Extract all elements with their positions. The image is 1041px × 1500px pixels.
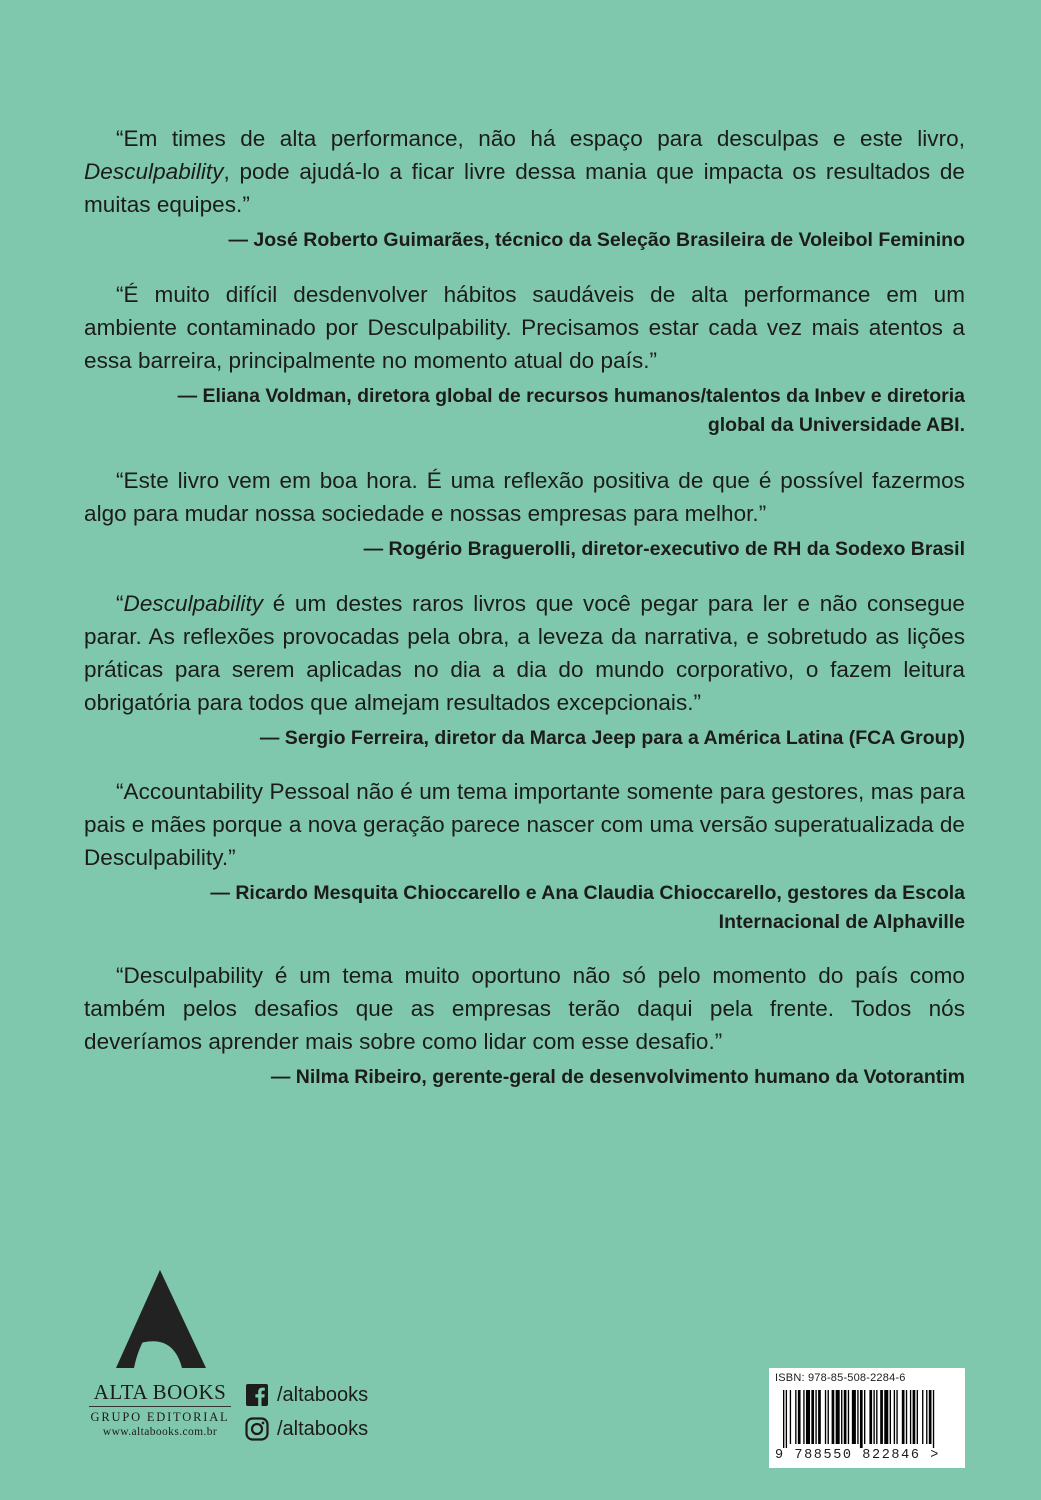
testimonial-quote: “Desculpability é um tema muito oportuno não só pelo momento do país como também pelos desafios que as empresas terão daqui pela frente. Todos nós deveríamos aprender mais sobre como lidar com esse desafio.” xyxy=(84,963,965,1054)
barcode-bar xyxy=(880,1390,883,1444)
barcode-bar xyxy=(933,1390,934,1448)
barcode-bar xyxy=(825,1390,826,1444)
instagram-link[interactable] xyxy=(245,1412,368,1446)
barcode-bar xyxy=(884,1390,888,1444)
barcode-bar xyxy=(876,1390,877,1444)
barcode-bars xyxy=(775,1390,959,1448)
social-links xyxy=(245,1378,368,1446)
barcode-bar xyxy=(811,1390,814,1444)
isbn-barcode xyxy=(769,1368,965,1468)
barcode-bar xyxy=(910,1390,911,1444)
barcode-bar xyxy=(783,1390,784,1448)
barcode-bar xyxy=(795,1390,796,1444)
publisher-url: www.altabooks.com.br xyxy=(102,1426,218,1438)
isbn-label: ISBN: 978-85-508-2284-6 xyxy=(775,1372,906,1384)
barcode-bar xyxy=(896,1390,897,1444)
testimonial-5 xyxy=(84,775,965,937)
barcode-bar xyxy=(806,1390,810,1444)
testimonial-quote: “Este livro vem em boa hora. É uma reflexão positiva de que é possível fazermos algo para mudar nossa sociedade e nossas empresas para melhor.” xyxy=(84,468,965,526)
barcode-bar xyxy=(852,1390,856,1444)
testimonial-6 xyxy=(84,959,965,1092)
publisher-logo xyxy=(85,1268,235,1439)
facebook-link[interactable] xyxy=(245,1378,368,1412)
barcode-bar xyxy=(873,1390,874,1444)
instagram-handle: /altabooks xyxy=(277,1417,369,1440)
barcode-bar xyxy=(906,1390,907,1444)
barcode-bar xyxy=(902,1390,905,1444)
testimonials xyxy=(84,122,965,1115)
barcode-bar xyxy=(890,1390,891,1444)
barcode-bar xyxy=(864,1390,865,1444)
barcode-bar xyxy=(844,1390,847,1444)
testimonial-1 xyxy=(84,122,965,255)
testimonial-quote: “Em times de alta performance, não há espaço para desculpas e este livro, Desculpability, pode ajudá-lo a ficar livre dessa mania que impacta os resultados de muitas equipes.” xyxy=(84,126,965,217)
testimonial-attribution: — Rogério Braguerolli, diretor-executivo de RH da Sodexo Brasil xyxy=(363,538,965,560)
barcode-bar xyxy=(929,1390,932,1444)
testimonial-4 xyxy=(84,587,965,753)
testimonial-3 xyxy=(84,464,965,564)
barcode-bar xyxy=(815,1390,816,1444)
book-title-emphasis: Desculpability xyxy=(84,159,224,184)
testimonial-attribution: — José Roberto Guimarães, técnico da Seleção Brasileira de Voleibol Feminino xyxy=(228,229,965,251)
barcode-bar xyxy=(913,1390,916,1444)
barcode-bar xyxy=(894,1390,895,1444)
barcode-bar xyxy=(836,1390,840,1444)
facebook-handle: /altabooks xyxy=(277,1383,369,1406)
triangle-logo-icon xyxy=(112,1268,208,1372)
book-title-emphasis: Desculpability xyxy=(123,591,264,616)
barcode-bar xyxy=(818,1390,821,1444)
barcode-bar xyxy=(803,1390,804,1444)
barcode-bar xyxy=(857,1390,858,1444)
testimonial-2 xyxy=(84,278,965,440)
testimonial-quote: “Accountability Pessoal não é um tema importante somente para gestores, mas para pais e mães porque a nova geração parece nascer com uma versão superatualizada de Desculpability.” xyxy=(84,779,965,870)
barcode-bar xyxy=(926,1390,927,1444)
facebook-icon xyxy=(245,1383,269,1407)
instagram-icon xyxy=(245,1417,269,1441)
barcode-bar xyxy=(860,1390,863,1448)
barcode-bar xyxy=(798,1390,801,1444)
barcode-digits: 9 788550 822846 > xyxy=(775,1448,940,1463)
publisher-subtitle: GRUPO EDITORIAL xyxy=(89,1406,231,1425)
barcode-bar xyxy=(922,1390,923,1444)
barcode-bar xyxy=(786,1390,787,1448)
barcode-bar xyxy=(828,1390,829,1444)
testimonial-attribution: — Nilma Ribeiro, gerente-geral de desenvolvimento humano da Votorantim xyxy=(270,1066,965,1088)
publisher-name: ALTA BOOKS xyxy=(93,1380,227,1404)
barcode-bar xyxy=(848,1390,849,1444)
barcode-bar xyxy=(790,1390,791,1444)
testimonial-quote: “Desculpability é um destes raros livros que você pegar para ler e não consegue parar. As reflexões provocadas pela obra, a leveza da narrativa, e sobretudo as lições práticas para serem aplicadas no dia a dia do mundo corporativo, o fazem leitura obrigatória para todos que almejam resultados excepcionais.” xyxy=(84,591,965,715)
testimonial-quote: “É muito difícil desdenvolver hábitos saudáveis de alta performance em um ambiente contaminado por Desculpability. Precisamos estar cada vez mais atentos a essa barreira, principalmente no momento atual do país.” xyxy=(84,282,965,373)
testimonial-attribution: — Ricardo Mesquita Chioccarello e Ana Claudia Chioccarello, gestores da Escola Internacional de Alphaville xyxy=(210,882,965,933)
barcode-bar xyxy=(869,1390,872,1444)
testimonial-attribution: — Sergio Ferreira, diretor da Marca Jeep para a América Latina (FCA Group) xyxy=(259,727,965,749)
barcode-bar xyxy=(917,1390,918,1444)
barcode-bar xyxy=(832,1390,835,1444)
barcode-bar xyxy=(841,1390,842,1444)
testimonial-attribution: — Eliana Voldman, diretora global de recursos humanos/talentos da Inbev e diretoria global da Universidade ABI. xyxy=(177,385,965,436)
